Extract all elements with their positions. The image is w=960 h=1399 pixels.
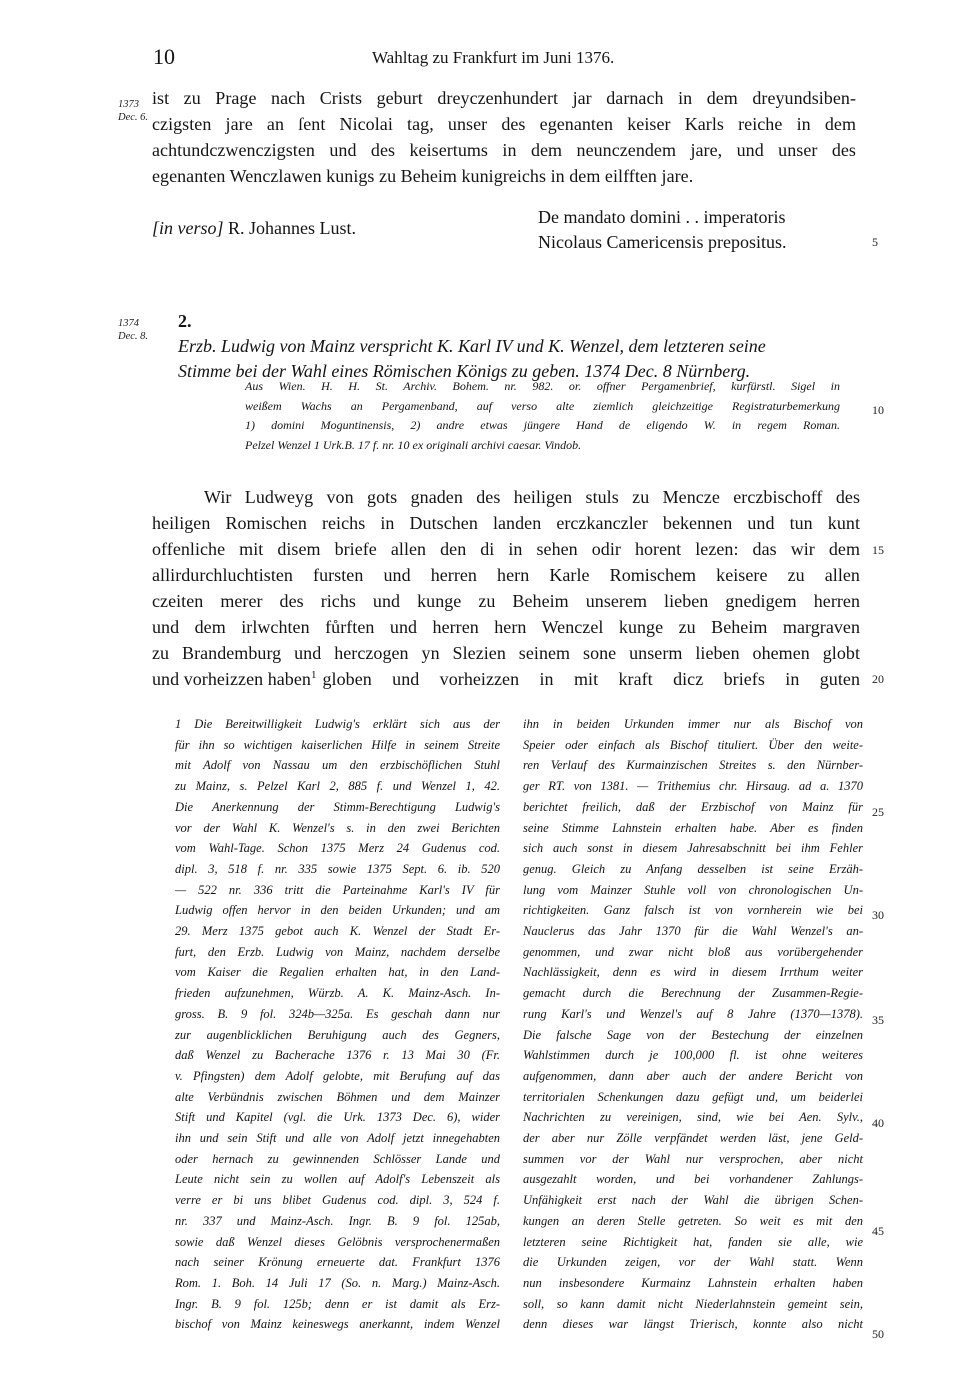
footnote-line: vom Wahl-Tage. Schon 1375 Merz 24 Gudenus cod. — [175, 841, 500, 856]
footnote-line: Ingr. B. 9 fol. 125b; denn er ist damit als Erz- — [175, 1296, 500, 1311]
margin-day: Dec. 6. — [118, 112, 149, 123]
margin-date-prev — [118, 98, 148, 124]
footnote-line: summen vor der Wahl nur versprochen, aber nicht — [523, 1151, 863, 1166]
mandate-line: De mandato domini . . imperatoris — [538, 207, 786, 227]
body-fragment: globen und vorheizzen in mit kraft dicz briefs in guten — [322, 669, 860, 689]
footnote-line: Speier oder einfach als Bischof tituliert. Über den weite- — [523, 737, 863, 752]
margin-date-doc — [118, 317, 148, 343]
footnote-line: der aber nur Zölle verpfändet werden läst, jene Geld- — [523, 1131, 863, 1146]
document-number: 2. — [178, 311, 192, 331]
footnote-line: 1 Die Bereitwilligkeit Ludwig's erklärt sich aus der — [175, 717, 500, 731]
footnote-line: kungen an deren Stelle getreten. So weit es mit den — [523, 1213, 863, 1228]
line-number: 35 — [872, 1013, 884, 1027]
footnote-line: Wahlstimmen durch je 100,000 fl. ist ohne weiteres — [523, 1048, 863, 1063]
body-line — [152, 669, 860, 690]
footnote-line: ihn und sein Stift und alle von Adolf jetzt innegehabten — [175, 1131, 500, 1146]
body-line: heiligen Romischen reichs in Dutschen landen erczkanczler bekennen und tun kunt — [152, 513, 860, 533]
footnote-line: daß Wenzel zu Bacherache 1376 r. 13 Mai 30 (Fr. — [175, 1048, 500, 1063]
footnote-line: v. Pfingsten) dem Adolf gelobte, mit Berufung auf das — [175, 1068, 500, 1083]
footnote-line: sowie daß Wenzel dieses Gelöbnis versprochenermaßen — [175, 1234, 500, 1249]
mandate-note — [538, 205, 786, 255]
footnote-line: rung Karl's und Wenzel's auf 8 Jahre (1370—1378). — [523, 1006, 863, 1021]
source-line: Aus Wien. H. H. St. Archiv. Bohem. nr. 982. or. offner Pergamenbrief, kurfürstl. Sigel in — [245, 379, 840, 393]
footnote-line: gross. B. 9 fol. 324b—325a. Es geschah dann nur — [175, 1006, 500, 1021]
text-line: achtundczwenczigsten und des keisertums in dem neunczendem jare, und unser des — [152, 140, 856, 160]
line-number: 25 — [872, 805, 884, 819]
footnote-line: berichtet freilich, daß der Erzbischof von Mainz für — [523, 799, 863, 814]
footnote-line: ren Verlauf des Kurmainzischen Streites s. den Nürnber- — [523, 758, 863, 773]
body-text: und vorheizzen haben — [152, 669, 311, 689]
footnote-line: territorialen Schenkungen dazu gefügt und, um beiderlei — [523, 1089, 863, 1104]
line-number: 50 — [872, 1327, 884, 1341]
footnote-line: soll, so kann damit nicht Niederlahnstein gemeint sein, — [523, 1296, 863, 1311]
footnote-line: dipl. 3, 518 f. nr. 335 sowie 1375 Sept. 6. ib. 520 — [175, 861, 500, 876]
document-title — [178, 309, 858, 384]
title-line: Stimme bei der Wahl eines Römischen Königs zu geben. 1374 Dec. 8 Nürnberg. — [178, 361, 751, 381]
footnote-line: Nauclerus das Jahr 1370 für die Wahl Wenzel's an- — [523, 924, 863, 939]
footnote-line: frieden aufzunehmen, Würzb. A. K. Mainz-Asch. In- — [175, 986, 500, 1001]
footnote-line: Rom. 1. Boh. 14 Juli 17 (So. n. Marg.) Mainz-Asch. — [175, 1275, 500, 1290]
footnotes-right-column — [523, 714, 863, 1335]
footnote-line: nr. 337 und Mainz-Asch. Ingr. B. 9 fol. 125ab, — [175, 1213, 500, 1228]
footnote-line: richtigkeiten. Ganz falsch ist von vornherein wie bei — [523, 903, 863, 918]
footnote-line: gemacht durch die Berechnung der Zusammen-Regie- — [523, 986, 863, 1001]
footnote-line: Nachrichten zu vereinigen, sind, wie bei Aen. Sylv., — [523, 1110, 863, 1125]
footnote-line: — 522 nr. 336 tritt die Parteinahme Karl's IV für — [175, 882, 500, 897]
verso-note — [152, 218, 356, 239]
line-number: 40 — [872, 1116, 884, 1130]
page-number: 10 — [153, 44, 175, 69]
line-number: 45 — [872, 1224, 884, 1238]
footnote-line: Stift und Kapitel (vgl. die Urk. 1373 Dec. 6), wider — [175, 1110, 500, 1125]
footnote-line: zur augenblicklichen Beruhigung auch des Gegners, — [175, 1027, 500, 1042]
margin-year: 1373 — [118, 99, 139, 110]
footnote-line: mit Adolf von Nassau um den erzbischöflichen Stuhl — [175, 758, 500, 773]
margin-day: Dec. 8. — [118, 331, 149, 342]
footnote-line: 29. Merz 1375 gebot auch K. Wenzel der Stadt Er- — [175, 924, 500, 939]
source-line: weißem Wachs an Pergamenband, auf verso alte ziemlich gleichzeitige Registraturbemerkung — [245, 398, 840, 413]
footnote-line: seine Stimme Lahnstein erhalten habe. Aber es finden — [523, 820, 863, 835]
title-text: Erzb. Ludwig von Mainz verspricht K. Karl IV und K. Wenzel, dem letzteren seine — [178, 336, 766, 356]
source-line: Pelzel Wenzel 1 Urk.B. 17 f. nr. 10 ex originali archivi caesar. Vindob. — [245, 437, 582, 452]
footnote-line: bischof von Mainz keineswegs anerkannt, indem Wenzel — [175, 1317, 500, 1332]
line-number: 20 — [872, 672, 884, 686]
body-line: allirdurchluchtisten fursten und herren hern Karle Romischem keisere zu allen — [152, 565, 860, 585]
running-head: Wahltag zu Frankfurt im Juni 1376. — [372, 48, 615, 67]
footnote-line: Leute nicht sein zu wollen auf Adolf's Lebenszeit als — [175, 1172, 500, 1187]
verso-name: R. Johannes Lust. — [223, 218, 356, 238]
footnote-line: lung vom Mainzer Stuhle voll von chronologischen Un- — [523, 882, 863, 897]
footnote-line: ger RT. von 1381. — Trithemius chr. Hirsaug. ad a. 1370 — [523, 779, 863, 794]
source-line: 1) domini Moguntinensis, 2) andre etwas jüngere Hand de eligendo W. in regem Roman. — [245, 418, 840, 432]
footnote-line: aufgenommen, dann aber auch der andere Bericht von — [523, 1068, 863, 1083]
footnote-line: zu Mainz, s. Pelzel Karl 2, 885 f. und Wenzel 1, 42. — [175, 779, 500, 794]
body-line: Wir Ludweyg von gots gnaden des heiligen stuls zu Mencze erczbischoff des — [204, 487, 860, 507]
text-line: egenanten Wenczlawen kunigs zu Beheim kunigreichs in dem eilfften jare. — [152, 166, 694, 186]
line-number: 10 — [872, 403, 884, 417]
footnote-line: genommen, und zwar nicht bloß aus vorübergehender — [523, 944, 863, 959]
footnote-line: furt, den Erzb. Ludwig von Mainz, nachdem derselbe — [175, 944, 500, 959]
footnotes-left-column — [175, 714, 500, 1335]
title-line — [178, 309, 858, 359]
footnote-line: alte Verbündnis zwischen Böhmen und dem Mainzer — [175, 1089, 500, 1104]
body-line: zu Brandemburg und herczogen yn Slezien seinem sone unserm lieben ohemen globt — [152, 643, 860, 663]
body-line: offenliche mit disem briefe allen den di in sehen odir horent lezen: das wir dem — [152, 539, 860, 559]
footnote-line: vom Kaiser die Regalien erhalten hat, in den Land- — [175, 965, 500, 980]
verso-label: [in verso] — [152, 218, 224, 238]
footnote-line: nach seiner Krönung erneuerte dat. Frankfurt 1376 — [175, 1255, 500, 1270]
mandate-line: Nicolaus Camericensis prepositus. — [538, 232, 787, 252]
footnote-line: Die falsche Sage von der Bestechung der einzelnen — [523, 1027, 863, 1042]
line-number: 30 — [872, 908, 884, 922]
text-line: ist zu Prage nach Crists geburt dreyczenhundert jar darnach in dem dreyundsiben- — [152, 88, 856, 108]
footnote-line: denn dieses war längst Trierisch, konnte also nicht — [523, 1317, 863, 1332]
footnote-line: sich auch sonst in diesem Jahresabschnitt bei ihm Fehler — [523, 841, 863, 856]
footnote-line: nun insbesondere Kurmainz Lahnstein erhalten haben — [523, 1275, 863, 1290]
source-note — [245, 377, 840, 455]
footnote-line: die Urkunden zeigen, vor der Wahl statt. Wenn — [523, 1255, 863, 1270]
text-line: czigsten jare an ſent Nicolai tag, unser des egenanten keiser Karls reiche in dem — [152, 114, 856, 134]
footnote-line: Die Anerkennung der Stimm-Berechtigung Ludwig's — [175, 799, 500, 814]
footnote-line: genug. Gleich zu Anfang desselben ist seine Erzäh- — [523, 861, 863, 876]
body-fragment — [152, 669, 317, 690]
margin-year: 1374 — [118, 318, 139, 329]
footnote-marker: 1 — [310, 669, 317, 681]
footnote-line: oder hernach zu gewinnenden Schlösser Lande und — [175, 1151, 500, 1166]
footnote-line: Unfähigkeit erst nach der Wahl die übrigen Schen- — [523, 1193, 863, 1208]
footnote-line: vor der Wahl K. Wenzel's s. in den zwei Berichten — [175, 820, 500, 835]
body-line: czeiten merer des richs und kunge zu Beheim unserem lieben gnedigem herren — [152, 591, 860, 611]
body-line: und dem irlwchten fůrften und herren hern Wenczel kunge zu Beheim margraven — [152, 617, 860, 637]
footnote-line: Nachlässigkeit, denn es wird in diesem Irrthum weiter — [523, 965, 863, 980]
footnote-line: letzteren seine Richtigkeit hat, fanden sie alle, wie — [523, 1234, 863, 1249]
footnote-line: Ludwig offen hervor in den beiden Urkunden; und am — [175, 903, 500, 918]
footnote-line: ihn in beiden Urkunden immer nur als Bischof von — [523, 717, 863, 731]
page-header — [0, 44, 960, 74]
footnote-line: verre er bi uns blibet Gudenus cod. dipl. 3, 524 f. — [175, 1193, 500, 1208]
line-number: 15 — [872, 543, 884, 557]
line-number: 5 — [872, 235, 878, 249]
footnote-line: ausgezahlt worden, und bei vorhandener Zahlungs- — [523, 1172, 863, 1187]
footnote-line: für ihn so wichtigen kaiserlichen Hilfe in seinem Streite — [175, 737, 500, 752]
